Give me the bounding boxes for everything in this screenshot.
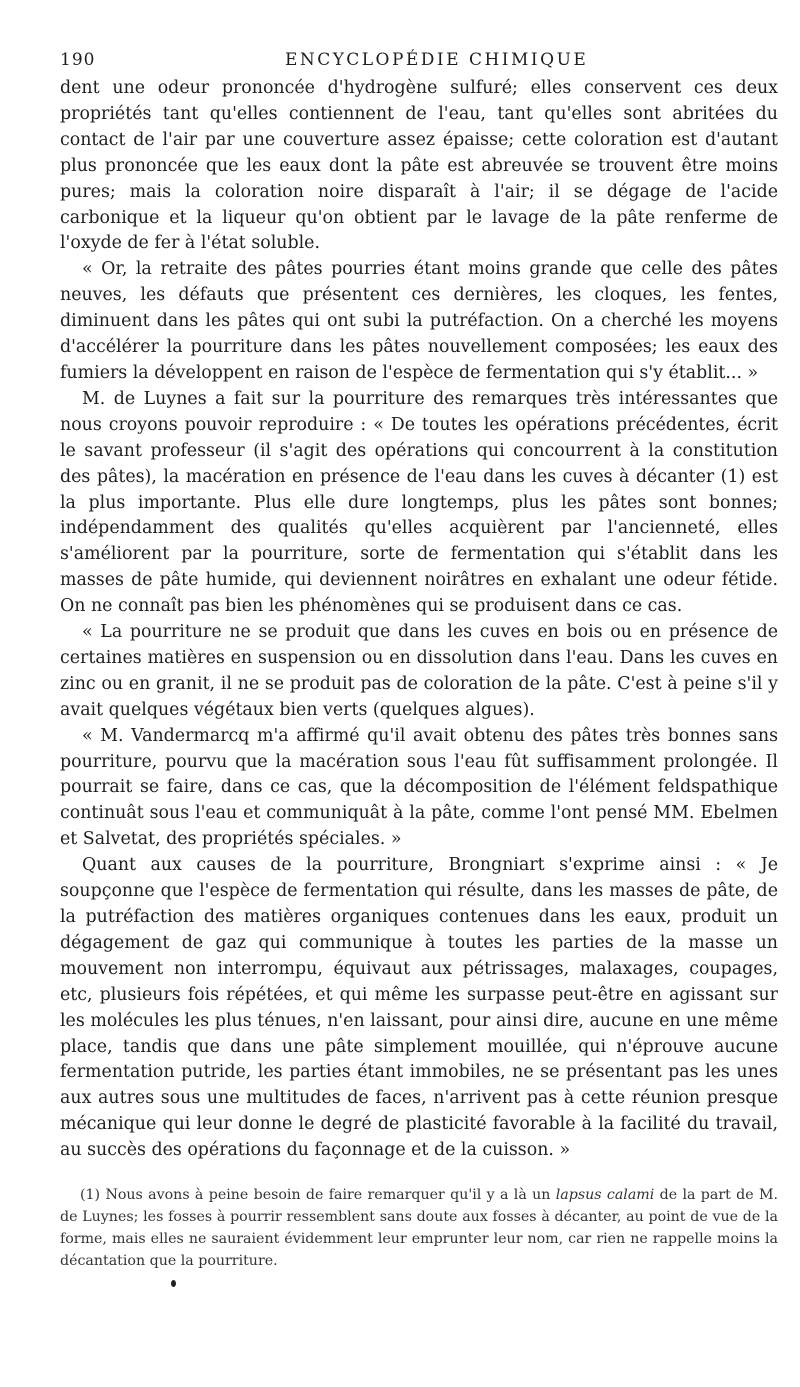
paragraph-pates-pourries: « Or, la retraite des pâtes pourries étant moins grande que celle des pâtes neuves, les défauts que présentent ces dernières, les cloques, les fentes, diminuent dans les pâtes qui ont subi la putréfaction. On a cherché les moyens d'accélérer la pourriture dans les pâtes nouvellement composées; les eaux des fumiers la développent en raison de l'espèce de fermentation qui s'y établit... »: [60, 259, 778, 383]
paragraph-vandermarcq: « M. Vandermarcq m'a affirmé qu'il avait obtenu des pâtes très bonnes sans pourriture, pourvu que la macération sous l'eau fût suffisamment prolongée. Il pourrait se faire, dans ce cas, que la décomposition de l'élément feldspathique continuât sous l'eau et communiquât à la pâte, comme l'ont pensé MM. Ebelmen et Salvetat, des propriétés spéciales. »: [60, 725, 778, 850]
paragraph-brongniart: Quant aux causes de la pourriture, Brongniart s'exprime ainsi : « Je soupçonne que l'espèce de fermentation qui résulte, dans les masses de pâte, de la putréfaction des matières organiques contenues dans les eaux, produit un dégagement de gaz qui communique à toutes les parties de la masse un mouvement non interrompu, équivaut aux pétrissages, malaxages, coupages, etc, plusieurs fois répétées, et qui même les surpasse peut-être en agissant sur les molécules les plus ténues, n'en laissant, pour ainsi dire, aucune en une même place, tandis que dans une pâte simplement mouillée, qui n'éprouve aucune fermentation putride, les parties étant immobiles, ne se présentant pas les unes aux autres sous une multitudes de faces, n'arrivent pas à cette réunion presque mécanique qui leur donne le degré de plasticité favorable à la facilité du travail, au succès des opérations du façonnage et de la cuisson. »: [60, 855, 778, 1161]
footnote-italic: lapsus calami: [555, 1187, 655, 1204]
paragraph-cuves: « La pourriture ne se produit que dans les cuves en bois ou en présence de certaines matières en suspension ou en dissolution dans l'eau. Dans les cuves en zinc ou en granit, il ne se produit pas de coloration de la pâte. C'est à peine s'il y avait quelques végétaux bien verts (quelques algues).: [60, 622, 778, 720]
ink-speck: [171, 1280, 176, 1287]
footnote: [60, 1184, 778, 1272]
page-number: 190: [60, 50, 96, 70]
footnote-text-before: Nous avons à peine besoin de faire remarquer qu'il y a là un: [105, 1187, 551, 1204]
page-header: [60, 42, 778, 76]
book-page: [60, 42, 778, 1382]
body-text: [60, 76, 778, 1164]
paragraph-continuation: dent une odeur prononcée d'hydrogène sulfuré; elles conservent ces deux propriétés tant qu'elles contiennent de l'eau, tant qu'elles sont abritées du contact de l'air par une couverture assez épaisse; cette coloration est d'autant plus prononcée que les eaux dont la pâte est abreuvée se trouvent être moins pures; mais la coloration noire disparaît à l'air; il se dégage de l'acide carbonique et la liqueur qu'on obtient par le lavage de la pâte renferme de l'oxyde de fer à l'état soluble.: [60, 78, 778, 254]
footnote-text-after: de la part de M. de Luynes; les fosses à pourrir ressemblent sans doute aux fosses à décanter, au point de vue de la forme, mais elles ne sauraient évidemment leur emprunter leur nom, car rien ne rappelle moins la décantation que la pourriture.: [60, 1187, 778, 1270]
footnote-marker: (1): [80, 1187, 101, 1204]
paragraph-de-luynes: M. de Luynes a fait sur la pourriture des remarques très intéressantes que nous croyons pouvoir reproduire : « De toutes les opérations précédentes, écrit le savant professeur (il s'agit des opérations qui concourrent à la constitution des pâtes), la macération en présence de l'eau dans les cuves à décanter (1) est la plus importante. Plus elle dure longtemps, plus les pâtes sont bonnes; indépendamment des qualités qu'elles acquièrent par l'ancienneté, elles s'améliorent par la pourriture, sorte de fermentation qui s'établit dans les masses de pâte humide, qui deviennent noirâtres en exhalant une odeur fétide. On ne connaît pas bien les phénomènes qui se produisent dans ce cas.: [60, 388, 778, 617]
running-title: ENCYCLOPÉDIE CHIMIQUE: [285, 50, 589, 70]
